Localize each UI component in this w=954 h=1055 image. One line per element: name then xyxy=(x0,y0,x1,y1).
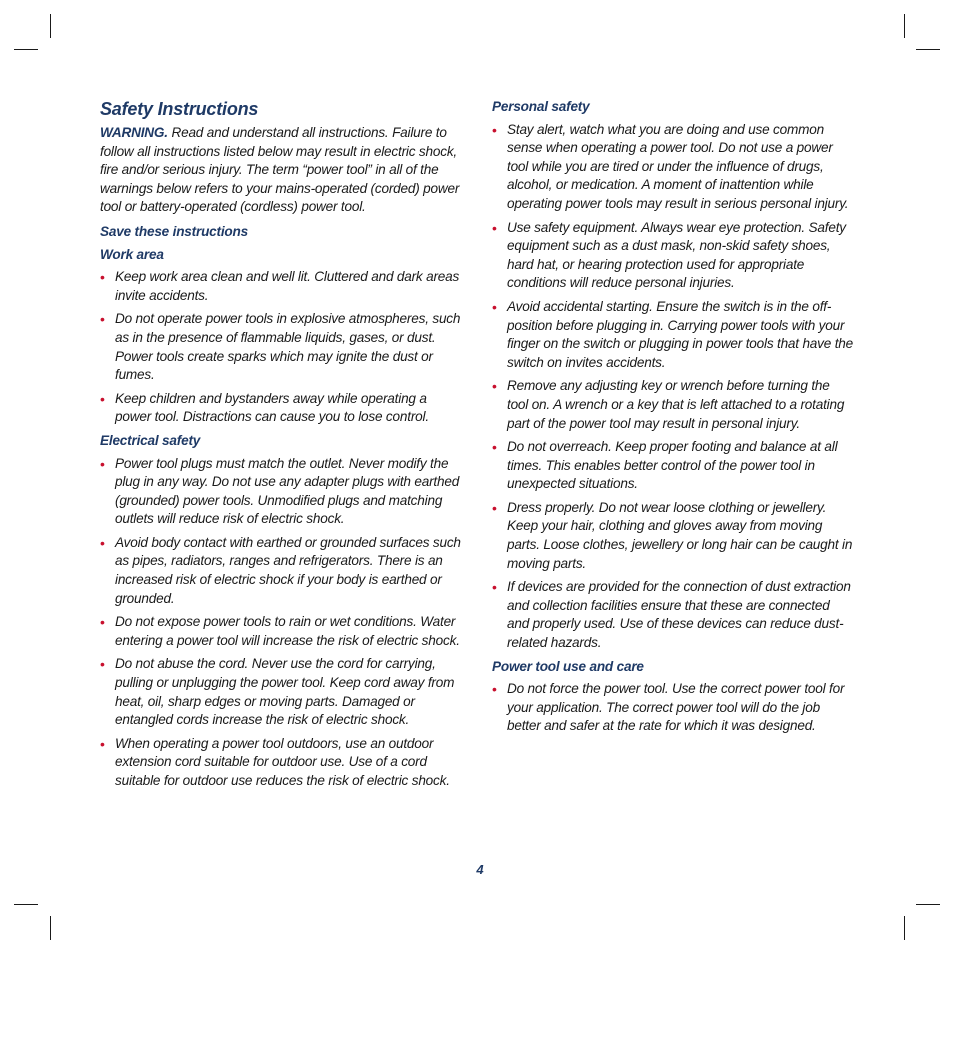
bullet-dot-icon: • xyxy=(492,121,497,138)
list-item: • Do not force the power tool. Use the correct power tool for your application. The correct power tool will do the job better and safer at the rate for which it was designed. xyxy=(492,681,845,734)
list-item: • When operating a power tool outdoors, use an outdoor extension cord suitable for outdoor use. Use of a cord suitable for outdoor use reduces the risk of electric shock. xyxy=(100,735,450,788)
list-item: • Avoid accidental starting. Ensure the switch is in the off-position before plugging in. Carrying power tools with your finger on the switch or plugging in power tools that have the switch on invites accidents. xyxy=(492,298,853,370)
bullet-dot-icon: • xyxy=(100,455,105,472)
right-column xyxy=(492,98,854,741)
list-item: • Keep children and bystanders away while operating a power tool. Distractions can cause you to lose control. xyxy=(100,390,429,425)
list-item: • Power tool plugs must match the outlet. Never modify the plug in any way. Do not use any adapter plugs with earthed (grounded) power tools. Unmodified plugs and matching outlets will reduce risk of electric shock. xyxy=(100,455,460,527)
list-item: • Stay alert, watch what you are doing and use common sense when operating a power tool. Do not use a power tool while you are tired or under the influence of drugs, alcohol, or medication. A moment of inattention while operating power tools may result in serious personal injury. xyxy=(492,121,849,211)
list-item: • Do not expose power tools to rain or wet conditions. Water entering a power tool will increase the risk of electric shock. xyxy=(100,614,460,648)
personal-safety-list xyxy=(492,121,854,653)
power-tool-use-list xyxy=(492,680,854,736)
bullet-dot-icon: • xyxy=(100,269,105,286)
left-column xyxy=(100,98,462,796)
work-area-heading: Work area xyxy=(100,246,164,262)
list-item: • Do not operate power tools in explosive atmospheres, such as in the presence of flammable liquids, gases, or dust. Power tools create sparks which may ignite the dust or fumes. xyxy=(100,311,461,383)
bullet-dot-icon: • xyxy=(492,298,497,315)
power-tool-use-heading: Power tool use and care xyxy=(492,658,644,674)
bullet-dot-icon: • xyxy=(100,614,105,631)
warning-label: WARNING. xyxy=(100,125,168,140)
intro-text: Read and understand all instructions. Failure to follow all instructions listed below may result in electric shock, fire and/or serious injury. The term “power tool” in all of the warnings below refers to your mains-operated (corded) power tool or battery-operated (cordless) power tool. xyxy=(100,125,460,215)
bullet-dot-icon: • xyxy=(492,499,497,516)
bullet-dot-icon: • xyxy=(100,390,105,407)
crop-mark-bottom-left-vertical xyxy=(50,916,51,940)
electrical-safety-list xyxy=(100,455,462,791)
work-area-list xyxy=(100,268,462,427)
crop-mark-top-left-vertical xyxy=(50,14,51,38)
bullet-dot-icon: • xyxy=(100,656,105,673)
crop-mark-top-right-horizontal xyxy=(916,49,940,50)
list-item: • Do not abuse the cord. Never use the cord for carrying, pulling or unplugging the power tool. Keep cord away from heat, oil, sharp edges or moving parts. Damaged or entangled cords increase the risk of electric shock. xyxy=(100,656,455,728)
crop-mark-bottom-right-vertical xyxy=(904,916,905,940)
list-item: • Dress properly. Do not wear loose clothing or jewellery. Keep your hair, clothing and gloves away from moving parts. Loose clothes, jewellery or long hair can be caught in moving parts. xyxy=(492,499,853,571)
list-item: • If devices are provided for the connection of dust extraction and collection facilities ensure that these are connected and properly used. Use of these devices can reduce dust-related hazards. xyxy=(492,579,851,651)
bullet-dot-icon: • xyxy=(492,439,497,456)
page-number: 4 xyxy=(476,862,484,877)
bullet-dot-icon: • xyxy=(100,735,105,752)
bullet-dot-icon: • xyxy=(100,311,105,328)
crop-mark-bottom-left-horizontal xyxy=(14,904,38,905)
personal-safety-heading: Personal safety xyxy=(492,99,590,114)
bullet-dot-icon: • xyxy=(492,681,497,698)
electrical-safety-heading: Electrical safety xyxy=(100,432,201,448)
bullet-dot-icon: • xyxy=(100,534,105,551)
bullet-dot-icon: • xyxy=(492,378,497,395)
list-item: • Avoid body contact with earthed or grounded surfaces such as pipes, radiators, ranges and refrigerators. There is an increased risk of electric shock if your body is earthed or grounded. xyxy=(100,534,461,606)
list-item: • Do not overreach. Keep proper footing and balance at all times. This enables better control of the power tool in unexpected situations. xyxy=(492,439,838,492)
page-title: Safety Instructions xyxy=(100,99,259,119)
crop-mark-bottom-right-horizontal xyxy=(916,904,940,905)
list-item: • Use safety equipment. Always wear eye protection. Safety equipment such as a dust mask, non-skid safety shoes, hard hat, or hearing protection used for appropriate conditions will reduce personal injuries. xyxy=(492,219,846,291)
bullet-dot-icon: • xyxy=(492,219,497,236)
intro-paragraph xyxy=(100,124,462,217)
bullet-dot-icon: • xyxy=(492,579,497,596)
save-instructions-heading: Save these instructions xyxy=(100,223,249,239)
crop-mark-top-left-horizontal xyxy=(14,49,38,50)
list-item: • Remove any adjusting key or wrench before turning the tool on. A wrench or a key that is left attached to a rotating part of the power tool may result in personal injury. xyxy=(492,378,845,431)
crop-mark-top-right-vertical xyxy=(904,14,905,38)
list-item: • Keep work area clean and well lit. Cluttered and dark areas invite accidents. xyxy=(100,269,460,303)
